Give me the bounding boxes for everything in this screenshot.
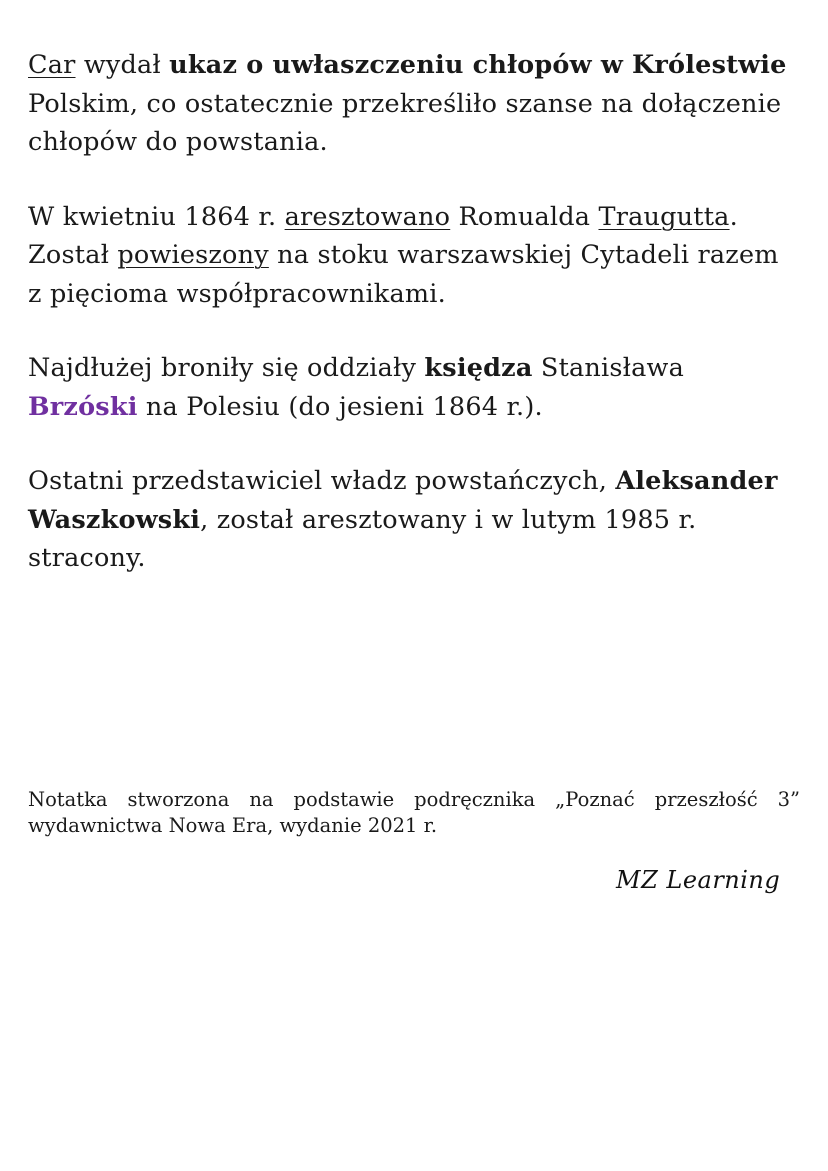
term-brzoski: Brzóski — [28, 391, 138, 422]
term-waszkowski: Aleksander Waszkowski — [28, 466, 778, 535]
term-powieszony: powieszony — [117, 240, 269, 270]
term-aresztowano: aresztowano — [284, 201, 451, 232]
note-body — [28, 46, 798, 614]
text-span: na stoku warszawskiej Cytadeli razem z pięcioma współpracownikami. — [28, 240, 779, 309]
paragraph-waszkowski — [28, 462, 798, 578]
text-span: Ostatni przedstawiciel władz powstańczych, — [28, 466, 616, 496]
text-span: Romualda — [450, 201, 599, 232]
text-span: Stanisława — [532, 353, 684, 383]
term-traugutta: Traugutta — [598, 201, 730, 232]
text-span: W kwietniu 1864 r. — [28, 201, 285, 232]
term-ukaz: ukaz o uwłaszczeniu chłopów w Królestwie — [169, 50, 787, 80]
text-span: . Został — [28, 201, 738, 270]
text-span: , został aresztowany i w lutym 1985 r. stracony. — [28, 504, 697, 573]
text-span: Polskim, co ostatecznie przekreśliło szanse na dołączenie chłopów do powstania. — [28, 88, 782, 157]
term-ksiedza: księdza — [424, 353, 533, 383]
paragraph-brzoska — [28, 349, 798, 426]
term-car: Car — [28, 50, 76, 80]
text-span: wydał — [75, 50, 170, 80]
text-span: Najdłużej broniły się oddziały — [28, 353, 425, 383]
text-span: na Polesiu (do jesieni 1864 r.). — [137, 391, 543, 422]
paragraph-uwlaszczenie — [28, 46, 798, 162]
signature-logo: MZ Learning — [616, 866, 781, 894]
source-note: Notatka stworzona na podstawie podręcznika „Poznać przeszłość 3” wydawnictwa Nowa Era, wydanie 2021 r. — [28, 788, 800, 837]
paragraph-traugutt — [28, 198, 798, 314]
